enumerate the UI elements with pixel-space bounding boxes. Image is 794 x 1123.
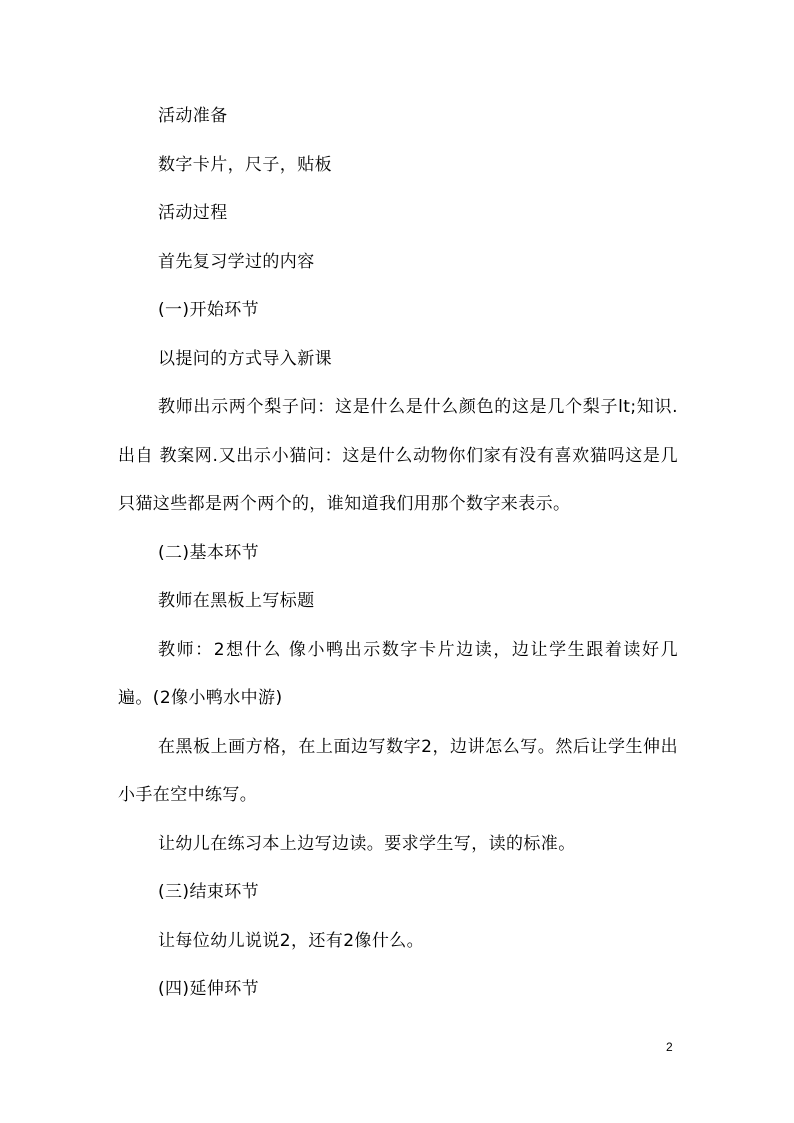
- practice-paragraph: 让幼儿在练习本上边写边读。要求学生写，读的标准。: [158, 833, 576, 854]
- heading-section-three: (三)结束环节: [158, 882, 260, 902]
- heading-activity-process: 活动过程: [158, 203, 228, 223]
- intro-paragraph: 以提问的方式导入新课: [158, 348, 332, 369]
- heading-section-one: (一)开始环节: [158, 300, 260, 320]
- page-number: 2: [666, 1040, 673, 1054]
- blackboard-title-paragraph: 教师在黑板上写标题: [158, 591, 315, 611]
- heading-activity-preparation: 活动准备: [158, 106, 228, 126]
- review-paragraph: 首先复习学过的内容: [158, 251, 315, 272]
- writing-demo-paragraph: 在黑板上画方格，在上面边写数字2，边讲怎么写。然后让学生伸出小手在空中练写。: [118, 736, 678, 805]
- closing-paragraph: 让每位幼儿说说2，还有2像什么。: [158, 930, 425, 951]
- document-body: [118, 92, 678, 1014]
- teacher-question-paragraph: 教师出示两个梨子问：这是什么是什么颜色的这是几个梨子lt;知识.出自 教案网.又出示小猫问：这是什么动物你们家有没有喜欢猫吗这是几只猫这些都是两个两个的，谁知道我们用那个数字来表示。: [118, 397, 678, 514]
- materials-list: 数字卡片，尺子，贴板: [158, 154, 332, 175]
- heading-section-two: (二)基本环节: [158, 542, 260, 563]
- number-card-paragraph: 教师：2想什么 像小鸭出示数字卡片边读，边让学生跟着读好几遍。(2像小鸭水中游): [118, 639, 678, 708]
- heading-section-four: (四)延伸环节: [158, 979, 260, 999]
